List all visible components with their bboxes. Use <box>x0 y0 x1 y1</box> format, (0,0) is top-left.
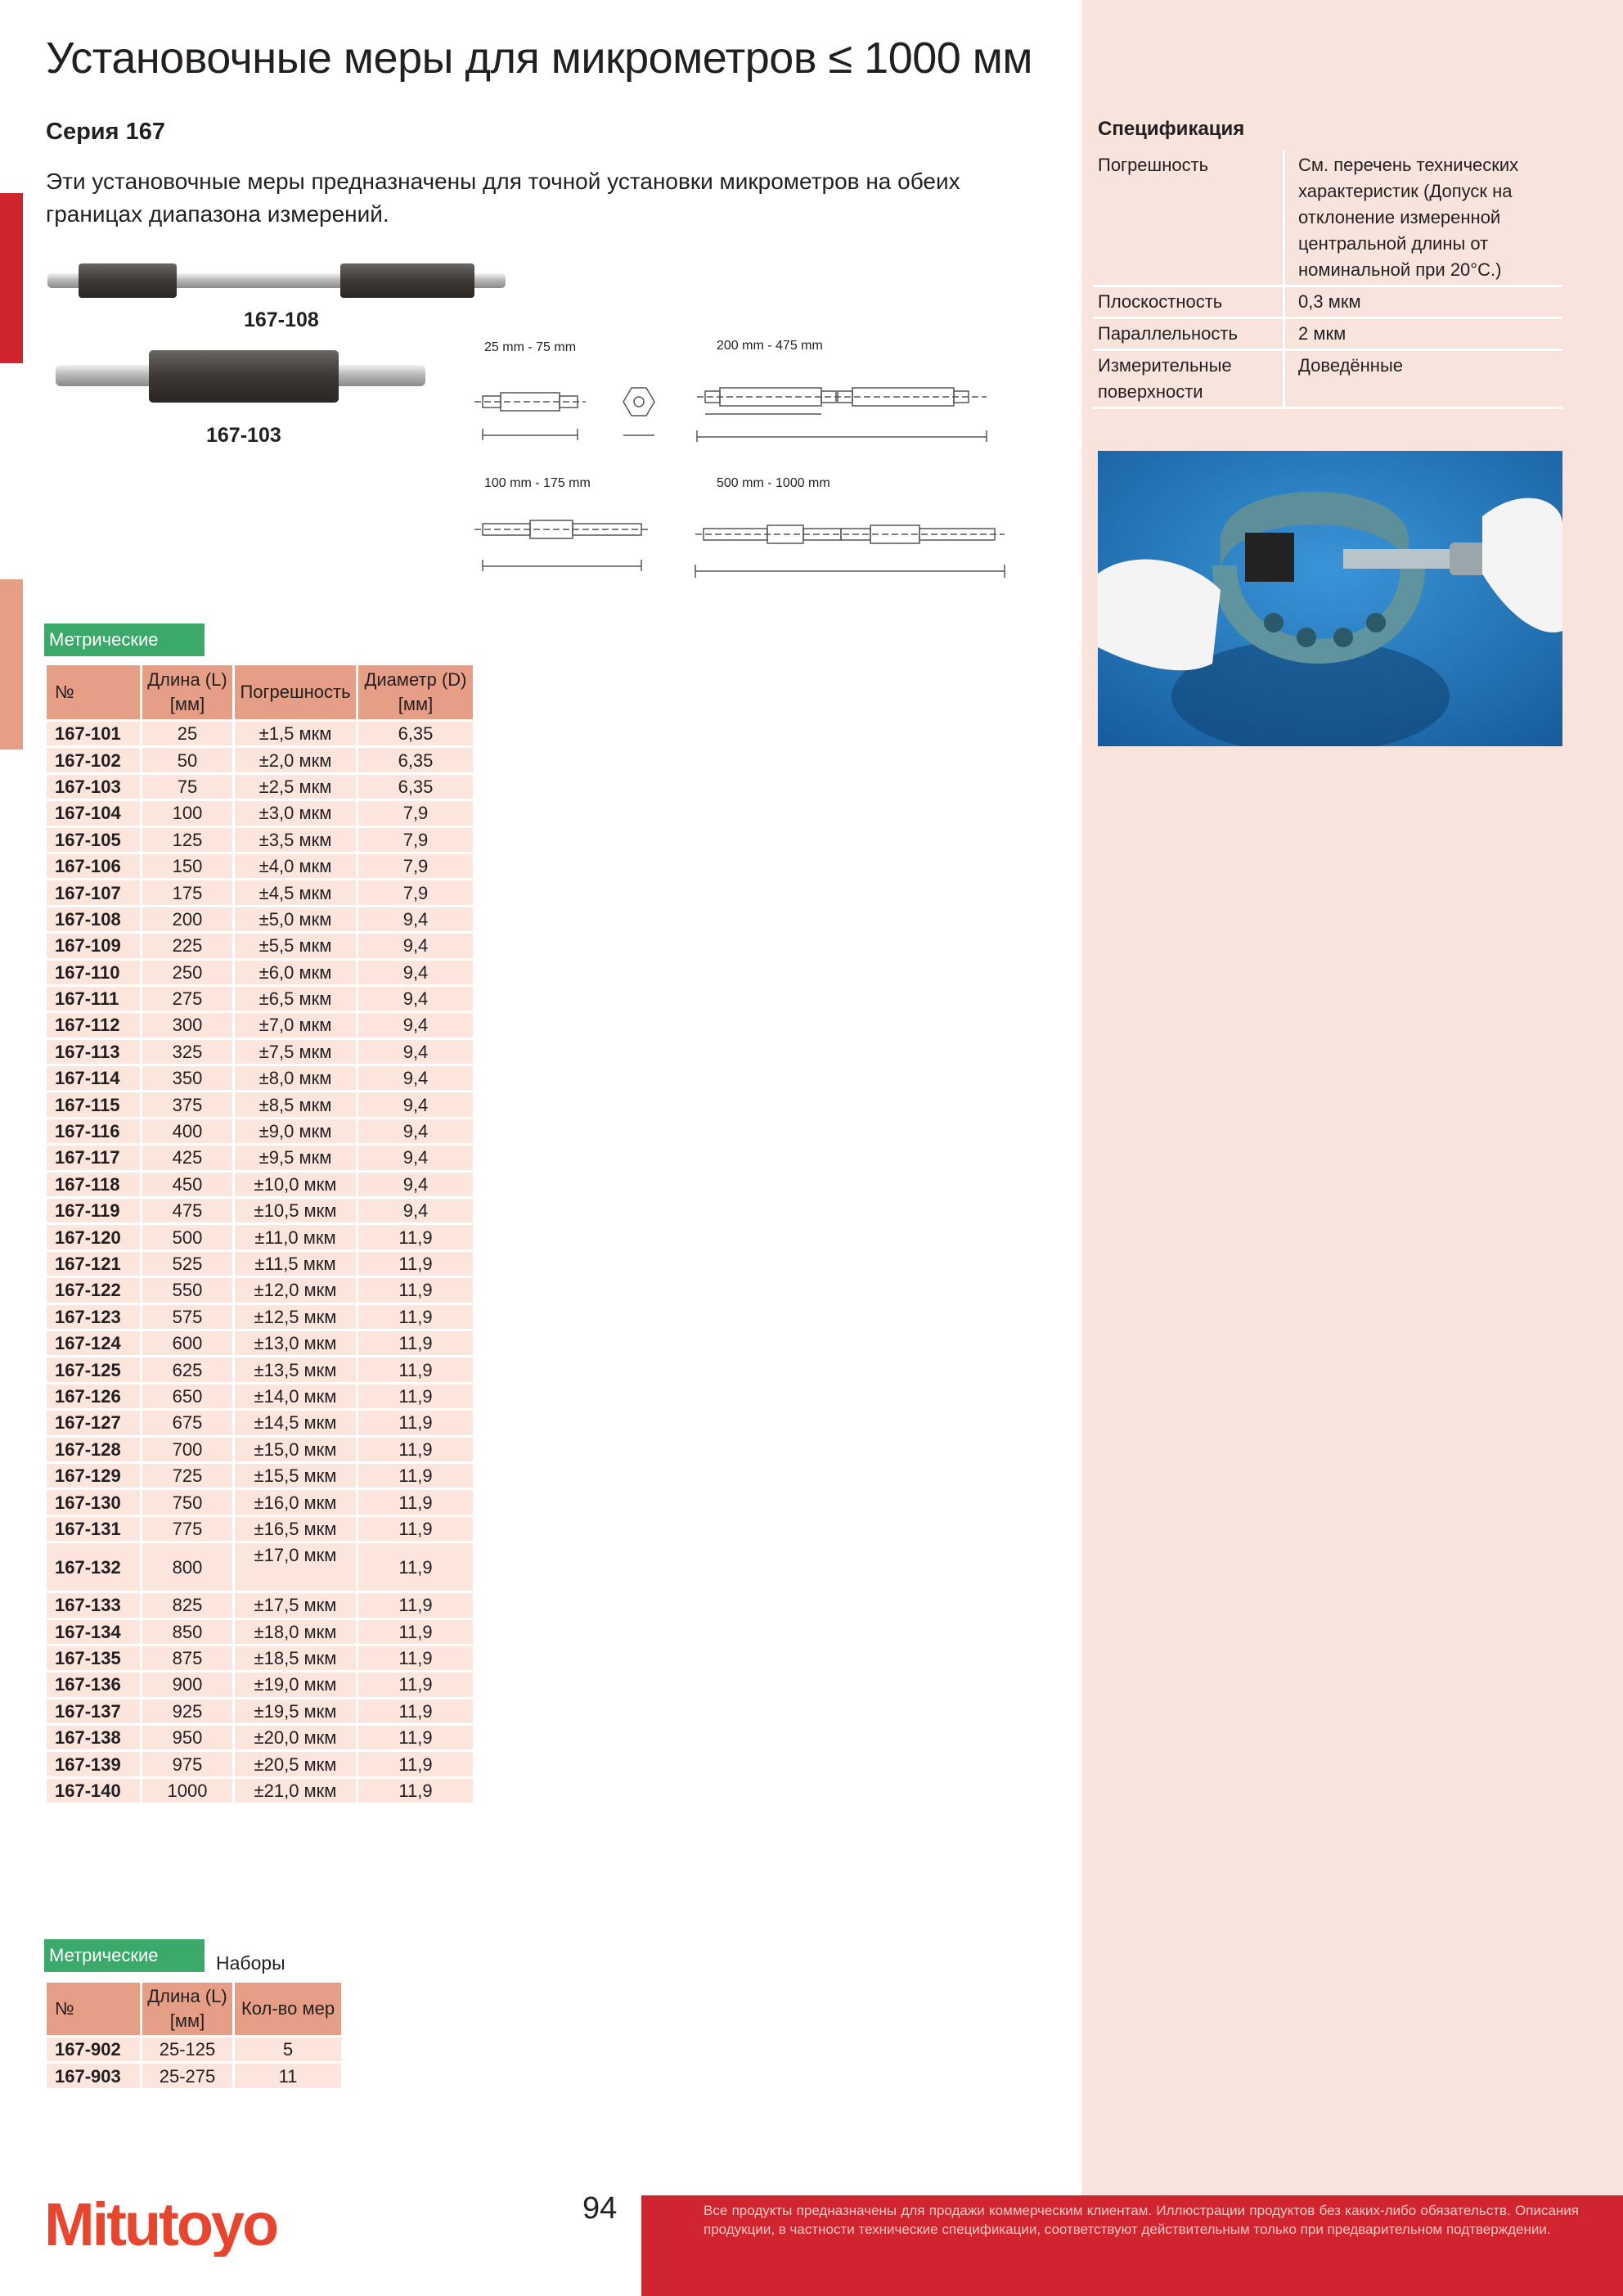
footer-disclaimer: Все продукты предназначены для продажи коммерческим клиентам. Иллюстрации продуктов без каких-либо обязательств. Описания продукции, в частности технические спецификации, соответствуют действительным только при предварительном подтверждении. <box>704 2203 1579 2237</box>
table-row <box>46 1303 474 1330</box>
cell-no: 167-116 <box>46 1118 142 1144</box>
cell-accuracy: ±19,5 мкм <box>234 1698 357 1724</box>
spec-key: Параллельность <box>1093 318 1284 350</box>
table-row <box>46 1198 474 1224</box>
cell-no: 167-113 <box>46 1038 142 1065</box>
cell-no: 167-135 <box>46 1645 142 1671</box>
logo-text: Mitutoyo <box>44 2191 277 2257</box>
cell-diameter: 11,9 <box>357 1436 474 1462</box>
cell-no: 167-105 <box>46 826 142 853</box>
cell-length: 100 <box>142 800 234 826</box>
cell-length: 725 <box>142 1462 234 1488</box>
table-row <box>46 1038 474 1065</box>
sets-table-body <box>46 2037 343 2090</box>
table-row <box>46 1462 474 1488</box>
table-row <box>46 1725 474 1751</box>
drawing-label-500-1000: 500 mm - 1000 mm <box>717 476 830 490</box>
cell-length: 625 <box>142 1357 234 1383</box>
product-image-167-108 <box>46 260 507 303</box>
table-row <box>46 1410 474 1436</box>
drawing-label-200-475: 200 mm - 475 mm <box>717 339 823 353</box>
cell-no: 167-128 <box>46 1436 142 1462</box>
cell-no: 167-903 <box>46 2063 142 2089</box>
header-length: Длина (L) [мм] <box>142 1982 234 2037</box>
cell-diameter: 9,4 <box>357 985 474 1011</box>
cell-length: 500 <box>142 1224 234 1250</box>
table-row <box>46 1645 474 1671</box>
left-accent-bar-red <box>0 193 23 363</box>
cell-no: 167-117 <box>46 1145 142 1171</box>
cell-diameter: 11,9 <box>357 1645 474 1671</box>
cell-diameter: 11,9 <box>357 1250 474 1276</box>
cell-accuracy: ±3,0 мкм <box>234 800 357 826</box>
header-length: Длина (L) [мм] <box>142 664 234 721</box>
cell-accuracy: ±3,5 мкм <box>234 826 357 853</box>
cell-accuracy: ±9,5 мкм <box>234 1145 357 1171</box>
cell-diameter: 11,9 <box>357 1462 474 1488</box>
header-no: № <box>46 1982 142 2037</box>
header-no: № <box>46 664 142 721</box>
spec-row <box>1093 350 1562 408</box>
cell-length: 400 <box>142 1118 234 1144</box>
cell-length: 225 <box>142 933 234 959</box>
product-image-167-103 <box>54 347 427 406</box>
series-subtitle: Серия 167 <box>46 119 165 145</box>
table-row <box>46 1542 474 1592</box>
cell-no: 167-103 <box>46 773 142 799</box>
spec-table <box>1093 151 1562 409</box>
cell-length: 775 <box>142 1515 234 1542</box>
cell-no: 167-110 <box>46 959 142 985</box>
cell-length: 950 <box>142 1725 234 1751</box>
cell-accuracy: ±13,0 мкм <box>234 1330 357 1356</box>
cell-accuracy: ±19,0 мкм <box>234 1672 357 1698</box>
cell-diameter: 11,9 <box>357 1725 474 1751</box>
cell-accuracy: ±6,5 мкм <box>234 985 357 1011</box>
technical-drawing-200-475 <box>692 365 995 443</box>
table-row <box>46 853 474 879</box>
cell-accuracy: ±18,5 мкм <box>234 1645 357 1671</box>
cell-length: 550 <box>142 1277 234 1303</box>
cell-no: 167-140 <box>46 1777 142 1803</box>
cell-diameter: 9,4 <box>357 1012 474 1038</box>
table-row <box>46 2037 343 2063</box>
product-photo <box>1098 451 1562 746</box>
technical-drawing-500-1000 <box>692 499 1008 581</box>
spec-key: Погрешность <box>1093 151 1284 286</box>
table-row <box>46 800 474 826</box>
photo-illustration <box>1098 451 1562 746</box>
cell-no: 167-122 <box>46 1277 142 1303</box>
metric-table-body <box>46 721 474 1804</box>
cell-length: 975 <box>142 1751 234 1777</box>
cell-accuracy: ±12,0 мкм <box>234 1277 357 1303</box>
cell-no: 167-111 <box>46 985 142 1011</box>
table-row <box>46 826 474 853</box>
cell-no: 167-115 <box>46 1092 142 1118</box>
drawing-label-100-175: 100 mm - 175 mm <box>484 476 591 490</box>
table-row <box>46 721 474 747</box>
table-row <box>46 880 474 906</box>
cell-accuracy: ±8,5 мкм <box>234 1092 357 1118</box>
cell-accuracy: ±20,5 мкм <box>234 1751 357 1777</box>
cell-diameter: 9,4 <box>357 1065 474 1092</box>
cell-no: 167-127 <box>46 1410 142 1436</box>
cell-no: 167-108 <box>46 906 142 932</box>
metric-table <box>44 663 475 1805</box>
cell-diameter: 11,9 <box>357 1777 474 1803</box>
cell-length: 675 <box>142 1410 234 1436</box>
table-header-row <box>46 664 474 721</box>
cell-no: 167-138 <box>46 1725 142 1751</box>
cell-diameter: 11,9 <box>357 1277 474 1303</box>
table-row <box>46 2063 343 2089</box>
cell-no: 167-106 <box>46 853 142 879</box>
cell-length: 200 <box>142 906 234 932</box>
table-row <box>46 1330 474 1356</box>
cell-length: 425 <box>142 1145 234 1171</box>
mitutoyo-logo <box>44 2191 298 2257</box>
table-row <box>46 985 474 1011</box>
cell-accuracy: ±10,5 мкм <box>234 1198 357 1224</box>
cell-no: 167-123 <box>46 1303 142 1330</box>
table-row <box>46 1065 474 1092</box>
cell-diameter: 11,9 <box>357 1224 474 1250</box>
cell-length: 150 <box>142 853 234 879</box>
cell-diameter: 11,9 <box>357 1357 474 1383</box>
table-row <box>46 1012 474 1038</box>
cell-accuracy: ±20,0 мкм <box>234 1725 357 1751</box>
table-row <box>46 1672 474 1698</box>
cell-length: 300 <box>142 1012 234 1038</box>
cell-accuracy: ±16,0 мкм <box>234 1489 357 1515</box>
cell-length: 375 <box>142 1092 234 1118</box>
cell-diameter: 6,35 <box>357 747 474 773</box>
table-row <box>46 1118 474 1144</box>
table-row <box>46 1592 474 1618</box>
header-diameter: Диаметр (D) [мм] <box>357 664 474 721</box>
cell-no: 167-131 <box>46 1515 142 1542</box>
page-number: 94 <box>582 2191 618 2226</box>
cell-length: 325 <box>142 1038 234 1065</box>
cell-length: 600 <box>142 1330 234 1356</box>
cell-diameter: 7,9 <box>357 853 474 879</box>
cell-accuracy: ±12,5 мкм <box>234 1303 357 1330</box>
cell-length: 25 <box>142 721 234 747</box>
cell-accuracy: ±15,5 мкм <box>234 1462 357 1488</box>
cell-no: 167-137 <box>46 1698 142 1724</box>
product-label-167-103: 167-103 <box>206 424 281 447</box>
cell-accuracy: ±18,0 мкм <box>234 1618 357 1645</box>
table-row <box>46 1436 474 1462</box>
cell-no: 167-112 <box>46 1012 142 1038</box>
table-header-row <box>46 1982 343 2037</box>
table-row <box>46 1250 474 1276</box>
cell-length: 1000 <box>142 1777 234 1803</box>
cell-no: 167-104 <box>46 800 142 826</box>
table-row <box>46 1145 474 1171</box>
cell-length: 250 <box>142 959 234 985</box>
cell-diameter: 11,9 <box>357 1542 474 1592</box>
cell-count: 5 <box>234 2037 343 2063</box>
table-row <box>46 933 474 959</box>
cell-diameter: 9,4 <box>357 1198 474 1224</box>
cell-length: 925 <box>142 1698 234 1724</box>
cell-diameter: 9,4 <box>357 959 474 985</box>
cell-diameter: 11,9 <box>357 1515 474 1542</box>
cell-no: 167-129 <box>46 1462 142 1488</box>
cell-accuracy: ±16,5 мкм <box>234 1515 357 1542</box>
table-row <box>46 1171 474 1197</box>
spec-value: Доведённые <box>1284 350 1563 408</box>
cell-length: 750 <box>142 1489 234 1515</box>
cell-diameter: 11,9 <box>357 1489 474 1515</box>
header-accuracy: Погрешность <box>234 664 357 721</box>
cell-no: 167-121 <box>46 1250 142 1276</box>
cell-accuracy: ±14,0 мкм <box>234 1383 357 1409</box>
cell-diameter: 9,4 <box>357 1145 474 1171</box>
cell-length: 450 <box>142 1171 234 1197</box>
cell-accuracy: ±21,0 мкм <box>234 1777 357 1803</box>
cell-no: 167-120 <box>46 1224 142 1250</box>
cell-length: 175 <box>142 880 234 906</box>
cell-length: 25-275 <box>142 2063 234 2089</box>
table-row <box>46 906 474 932</box>
cell-diameter: 11,9 <box>357 1751 474 1777</box>
table-row <box>46 1277 474 1303</box>
cell-accuracy: ±8,0 мкм <box>234 1065 357 1092</box>
cell-accuracy: ±2,0 мкм <box>234 747 357 773</box>
cell-accuracy: ±11,0 мкм <box>234 1224 357 1250</box>
cell-accuracy: ±1,5 мкм <box>234 721 357 747</box>
cell-diameter: 9,4 <box>357 933 474 959</box>
cell-no: 167-114 <box>46 1065 142 1092</box>
cell-accuracy: ±15,0 мкм <box>234 1436 357 1462</box>
spec-row <box>1093 318 1562 350</box>
cell-diameter: 7,9 <box>357 880 474 906</box>
cell-accuracy: ±4,5 мкм <box>234 880 357 906</box>
cell-length: 875 <box>142 1645 234 1671</box>
left-accent-bar-salmon <box>0 579 23 750</box>
cell-accuracy: ±7,5 мкм <box>234 1038 357 1065</box>
cell-length: 25-125 <box>142 2037 234 2063</box>
cell-no: 167-139 <box>46 1751 142 1777</box>
cell-diameter: 11,9 <box>357 1330 474 1356</box>
table-row <box>46 1777 474 1803</box>
cell-count: 11 <box>234 2063 343 2089</box>
table-row <box>46 1489 474 1515</box>
spec-key: Измерительные поверхности <box>1093 350 1284 408</box>
cell-no: 167-126 <box>46 1383 142 1409</box>
spec-value: 0,3 мкм <box>1284 286 1563 318</box>
table-row <box>46 1751 474 1777</box>
table-row <box>46 1357 474 1383</box>
cell-no: 167-102 <box>46 747 142 773</box>
cell-accuracy: ±10,0 мкм <box>234 1171 357 1197</box>
cell-accuracy: ±11,5 мкм <box>234 1250 357 1276</box>
intro-text: Эти установочные меры предназначены для точной установки микрометров на обеих границах диапазона измерений. <box>46 169 960 227</box>
sets-table <box>44 1980 344 2091</box>
cell-accuracy: ±5,0 мкм <box>234 906 357 932</box>
cell-length: 525 <box>142 1250 234 1276</box>
header-count: Кол-во мер <box>234 1982 343 2037</box>
cell-diameter: 9,4 <box>357 1038 474 1065</box>
technical-drawing-25-75 <box>471 378 668 445</box>
drawing-label-25-75: 25 mm - 75 mm <box>484 340 577 354</box>
cell-no: 167-902 <box>46 2037 142 2063</box>
table-row <box>46 959 474 985</box>
table-row <box>46 773 474 799</box>
cell-length: 125 <box>142 826 234 853</box>
table-row <box>46 1698 474 1724</box>
cell-diameter: 7,9 <box>357 800 474 826</box>
cell-diameter: 11,9 <box>357 1672 474 1698</box>
cell-no: 167-132 <box>46 1542 142 1592</box>
cell-diameter: 9,4 <box>357 1092 474 1118</box>
cell-accuracy: ±13,5 мкм <box>234 1357 357 1383</box>
cell-diameter: 11,9 <box>357 1592 474 1618</box>
sets-caption: Наборы <box>216 1952 285 1974</box>
sets-tag: Метрические <box>44 1939 205 1972</box>
cell-diameter: 11,9 <box>357 1383 474 1409</box>
table-row <box>46 1618 474 1645</box>
page-title: Установочные меры для микрометров ≤ 1000 мм <box>46 34 1033 83</box>
cell-no: 167-134 <box>46 1618 142 1645</box>
table-row <box>46 1092 474 1118</box>
spec-row <box>1093 286 1562 318</box>
cell-diameter: 11,9 <box>357 1303 474 1330</box>
cell-length: 850 <box>142 1618 234 1645</box>
cell-accuracy: ±14,5 мкм <box>234 1410 357 1436</box>
table-row <box>46 747 474 773</box>
cell-length: 75 <box>142 773 234 799</box>
cell-accuracy: ±4,0 мкм <box>234 853 357 879</box>
cell-diameter: 6,35 <box>357 773 474 799</box>
spec-key: Плоскостность <box>1093 286 1284 318</box>
cell-diameter: 11,9 <box>357 1698 474 1724</box>
cell-no: 167-136 <box>46 1672 142 1698</box>
cell-accuracy: ±2,5 мкм <box>234 773 357 799</box>
cell-no: 167-109 <box>46 933 142 959</box>
cell-no: 167-130 <box>46 1489 142 1515</box>
product-label-167-108: 167-108 <box>244 308 319 331</box>
cell-length: 50 <box>142 747 234 773</box>
cell-length: 700 <box>142 1436 234 1462</box>
spec-title: Спецификация <box>1098 118 1245 140</box>
cell-length: 800 <box>142 1542 234 1592</box>
table-row <box>46 1383 474 1409</box>
cell-no: 167-119 <box>46 1198 142 1224</box>
cell-accuracy: ±9,0 мкм <box>234 1118 357 1144</box>
cell-accuracy: ±6,0 мкм <box>234 959 357 985</box>
spec-value: См. перечень технических характеристик (Допуск на отклонение измеренной центральной длины от номинальной при 20°C.) <box>1284 151 1563 286</box>
spec-value: 2 мкм <box>1284 318 1563 350</box>
cell-length: 900 <box>142 1672 234 1698</box>
table-row <box>46 1515 474 1542</box>
cell-accuracy: ±17,5 мкм <box>234 1592 357 1618</box>
cell-length: 350 <box>142 1065 234 1092</box>
cell-diameter: 11,9 <box>357 1618 474 1645</box>
cell-no: 167-101 <box>46 721 142 747</box>
cell-diameter: 9,4 <box>357 1118 474 1144</box>
cell-no: 167-125 <box>46 1357 142 1383</box>
technical-drawing-100-175 <box>471 506 668 579</box>
cell-diameter: 7,9 <box>357 826 474 853</box>
cell-diameter: 9,4 <box>357 906 474 932</box>
cell-length: 825 <box>142 1592 234 1618</box>
cell-diameter: 6,35 <box>357 721 474 747</box>
table-row <box>46 1224 474 1250</box>
cell-no: 167-133 <box>46 1592 142 1618</box>
cell-accuracy: ±7,0 мкм <box>234 1012 357 1038</box>
cell-length: 275 <box>142 985 234 1011</box>
cell-diameter: 9,4 <box>357 1171 474 1197</box>
metric-tag: Метрические <box>44 624 205 656</box>
cell-length: 575 <box>142 1303 234 1330</box>
cell-diameter: 11,9 <box>357 1410 474 1436</box>
cell-accuracy: ±17,0 мкм <box>234 1542 357 1592</box>
cell-no: 167-124 <box>46 1330 142 1356</box>
cell-no: 167-118 <box>46 1171 142 1197</box>
cell-no: 167-107 <box>46 880 142 906</box>
cell-length: 650 <box>142 1383 234 1409</box>
cell-length: 475 <box>142 1198 234 1224</box>
cell-accuracy: ±5,5 мкм <box>234 933 357 959</box>
spec-row <box>1093 151 1562 286</box>
